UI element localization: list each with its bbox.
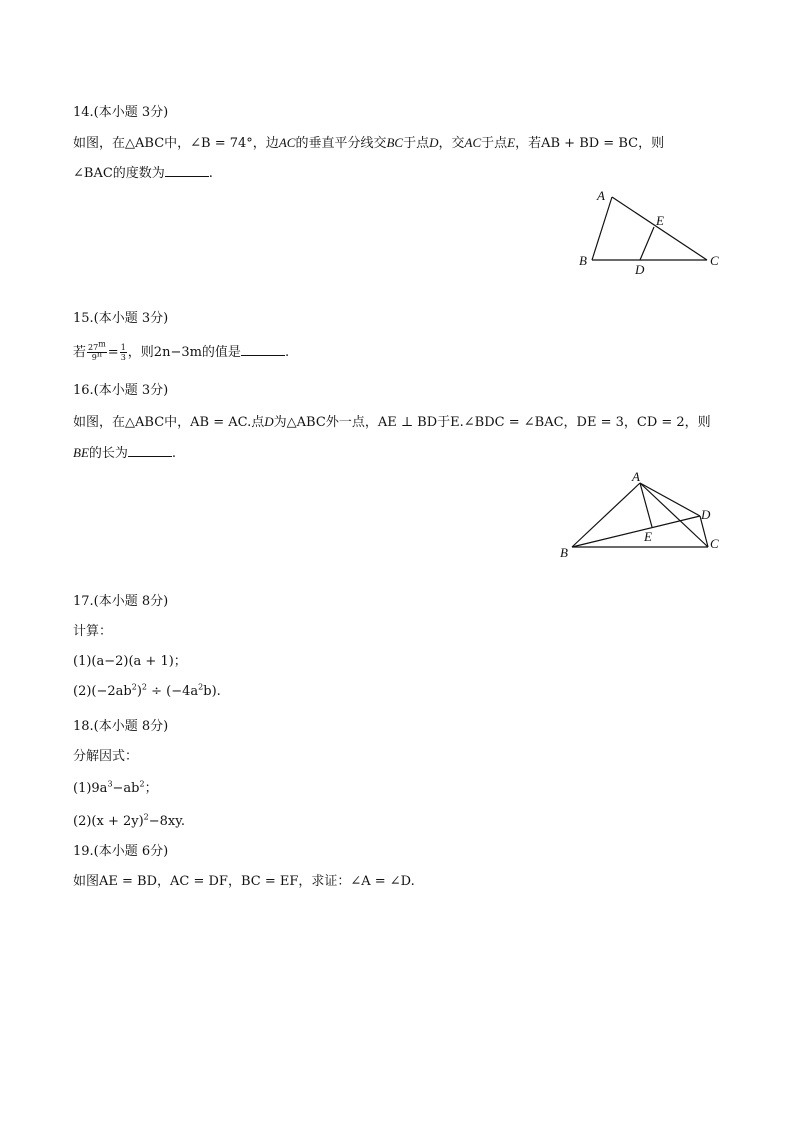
label-d: D: [635, 262, 645, 277]
q18-item1: $(1)9a^3-ab^2$；: [73, 779, 158, 796]
q17-intro: 计算：: [73, 624, 113, 639]
segment-ae: [640, 483, 652, 527]
label-b: B: [579, 253, 587, 268]
answer-blank: [165, 164, 209, 177]
q18-header: 18.(本小题 8分): [73, 719, 169, 734]
q15-header: 15.(本小题 3分): [73, 311, 169, 326]
label-b: B: [560, 545, 568, 560]
segment-ab: [592, 197, 612, 260]
q17-item2: $(2)(-2ab^2)^2 \div (-4a^2b)$.: [73, 682, 221, 699]
label-e: E: [644, 529, 652, 544]
q16-header: 16.(本小题 3分): [73, 383, 169, 398]
label-e: E: [656, 213, 664, 228]
q14-triangle-figure: [570, 185, 730, 280]
q14-text-line1: 如图，在△ABC中，∠B = 74°，边AC的垂直平分线交BC于点D，交AC于点E，若AB + BD = BC，则: [73, 135, 665, 151]
answer-blank: [241, 343, 285, 356]
label-c: C: [710, 253, 719, 268]
label-a: A: [632, 469, 640, 484]
q18-intro: 分解因式：: [73, 749, 139, 764]
q16-text-line1: 如图，在△ABC中，AB = AC.点D为△ABC外一点，AE ⊥ BD于E.∠BDC = ∠BAC，DE = 3，CD = 2，则: [73, 414, 711, 430]
fraction-one-third: $\frac{1}{3}$: [120, 343, 126, 362]
segment-de: [640, 227, 654, 260]
q18-item2: $(2)(x + 2y)^2-8xy$.: [73, 812, 186, 829]
q17-item1: (1)(a−2)(a + 1)；: [73, 654, 187, 669]
fraction-27m-over-9n: $\frac{27^m}{9^n}$: [88, 339, 106, 362]
segment-ab: [572, 483, 640, 547]
label-c: C: [710, 536, 719, 551]
label-a: A: [597, 188, 605, 203]
q14-header: 14.(本小题 3分): [73, 105, 169, 120]
q19-text: 如图AE = BD，AC = DF，BC = EF，求证：∠A = ∠D.: [73, 874, 415, 889]
label-d: D: [701, 507, 711, 522]
q15-text: 若 $\frac{27^m}{9^n}$ = $\frac{1}{3}$ ，则2n−3m的值是 .: [73, 339, 290, 362]
answer-blank: [128, 444, 172, 457]
segment-bd: [572, 516, 700, 547]
q19-header: 19.(本小题 6分): [73, 844, 169, 859]
q17-header: 17.(本小题 8分): [73, 594, 169, 609]
q16-text-line2: BE的长为 .: [73, 445, 177, 461]
q16-triangle-figure: [555, 466, 730, 561]
segment-ac: [612, 197, 707, 260]
q14-text-line2: ∠BAC的度数为 .: [73, 166, 213, 181]
